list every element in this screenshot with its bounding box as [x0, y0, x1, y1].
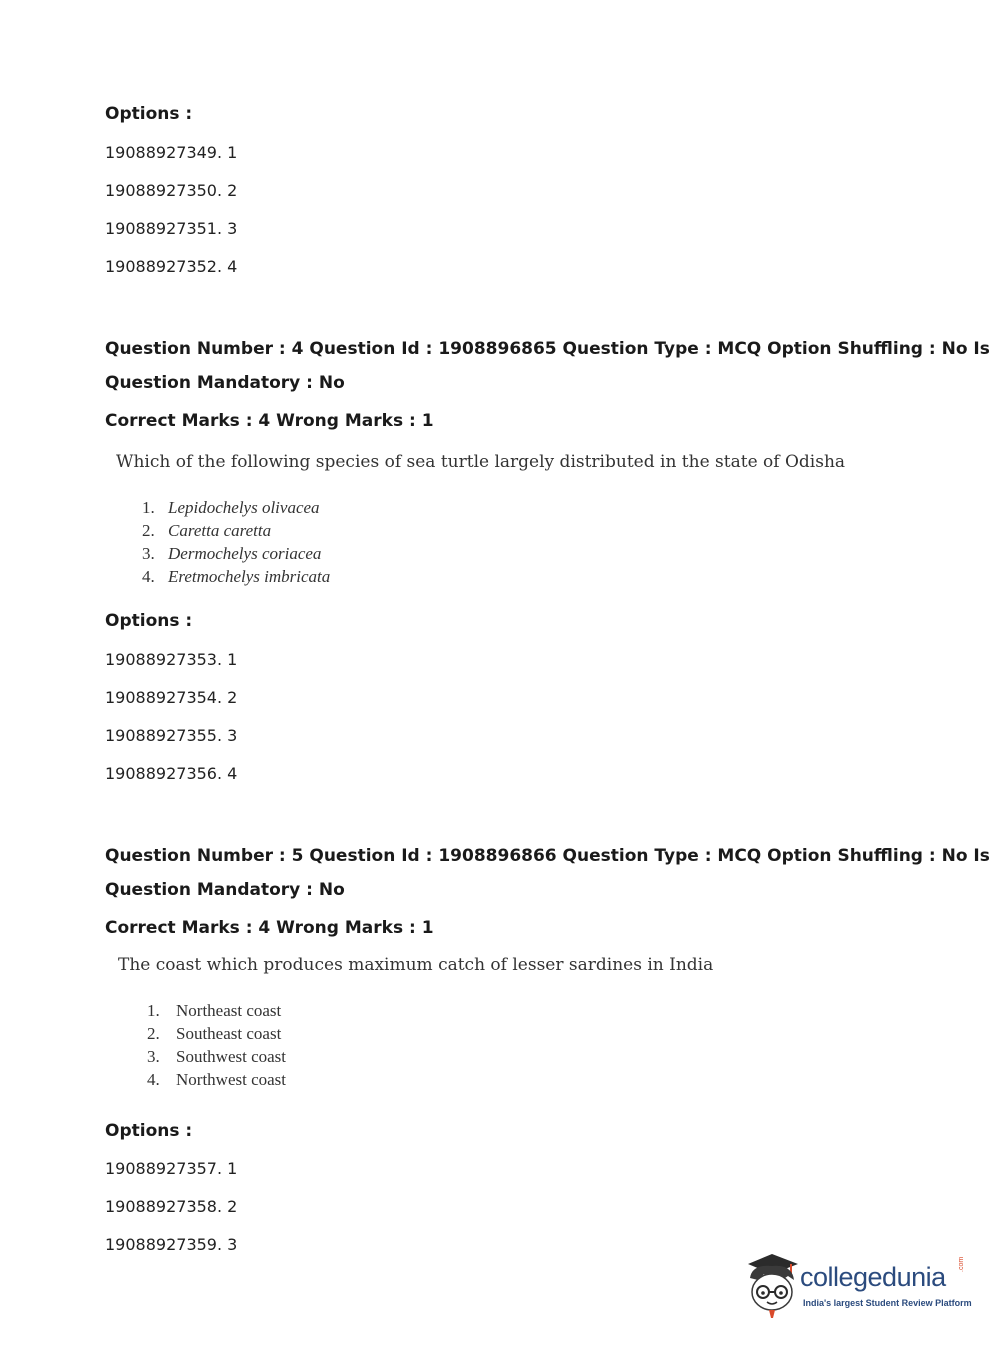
choice-number: 2.	[142, 521, 155, 540]
logo-wordmark: collegedunia	[800, 1262, 946, 1292]
choice-text: Caretta caretta	[168, 521, 272, 540]
question-header: Question Number : 5 Question Id : 1908896866 Question Type : MCQ Option Shuffling : No Is	[105, 846, 990, 866]
option-item: 19088927353. 1	[105, 650, 238, 669]
option-item: 19088927356. 4	[105, 764, 238, 783]
option-item: 19088927351. 3	[105, 219, 238, 238]
option-item: 19088927349. 1	[105, 143, 238, 162]
choice-number: 1.	[147, 1001, 160, 1020]
choice-item	[147, 1070, 286, 1090]
logo-tagline: India's largest Student Review Platform	[803, 1298, 972, 1308]
collegedunia-logo	[742, 1250, 972, 1320]
question-text: Which of the following species of sea turtle largely distributed in the state of Odisha	[116, 452, 846, 472]
choice-item	[147, 1001, 281, 1021]
choice-item	[142, 498, 320, 518]
choice-number: 4.	[147, 1070, 160, 1089]
choice-text: Northeast coast	[176, 1001, 282, 1020]
question-header-cont: Question Mandatory : No	[105, 880, 345, 900]
option-item: 19088927359. 3	[105, 1235, 238, 1254]
choice-number: 3.	[142, 544, 155, 563]
question-header: Question Number : 4 Question Id : 1908896865 Question Type : MCQ Option Shuffling : No Is	[105, 339, 990, 359]
question-text: The coast which produces maximum catch of lesser sardines in India	[118, 955, 714, 975]
choice-item	[142, 544, 321, 564]
choice-text: Southwest coast	[176, 1047, 287, 1066]
choice-item	[147, 1024, 281, 1044]
choice-text: Southeast coast	[176, 1024, 282, 1043]
choice-number: 1.	[142, 498, 155, 517]
choice-item	[142, 521, 271, 541]
option-item: 19088927352. 4	[105, 257, 238, 276]
question-header-cont: Question Mandatory : No	[105, 373, 345, 393]
mascot-icon	[742, 1250, 802, 1320]
choice-number: 3.	[147, 1047, 160, 1066]
option-item: 19088927357. 1	[105, 1159, 238, 1178]
choice-number: 2.	[147, 1024, 160, 1043]
question-marks: Correct Marks : 4 Wrong Marks : 1	[105, 918, 434, 938]
option-item: 19088927354. 2	[105, 688, 238, 707]
choice-text: Lepidochelys olivacea	[168, 498, 320, 517]
option-item: 19088927350. 2	[105, 181, 238, 200]
choice-text: Northwest coast	[176, 1070, 287, 1089]
logo-suffix: .com	[958, 1256, 965, 1272]
option-item: 19088927355. 3	[105, 726, 238, 745]
options-label: Options :	[105, 104, 193, 124]
choice-number: 4.	[142, 567, 155, 586]
option-item: 19088927358. 2	[105, 1197, 238, 1216]
choice-item	[147, 1047, 286, 1067]
options-label: Options :	[105, 611, 193, 631]
question-marks: Correct Marks : 4 Wrong Marks : 1	[105, 411, 434, 431]
choice-text: Dermochelys coriacea	[168, 544, 322, 563]
choice-item	[142, 567, 330, 587]
choice-text: Eretmochelys imbricata	[168, 567, 331, 586]
options-label: Options :	[105, 1121, 193, 1141]
